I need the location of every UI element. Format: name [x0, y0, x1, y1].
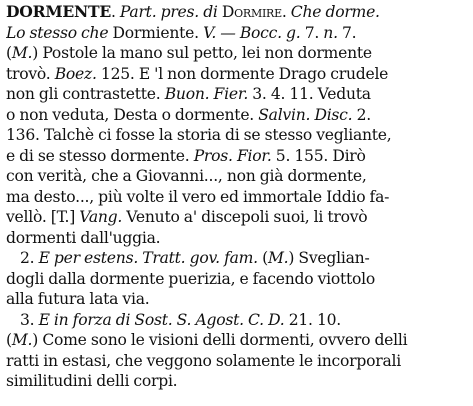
text-run: 125. E 'l non dormente Drago crudele — [96, 64, 389, 83]
entry-line-12 — [6, 228, 467, 249]
text-run: 136. Talchè ci fosse la storia di se stesso vegliante, — [6, 126, 392, 144]
text-run: o non veduta, Desta o dormente. — [6, 105, 259, 124]
text-run: ( — [6, 44, 12, 62]
entry-line-3 — [6, 43, 467, 64]
text-run: dormenti dall'uggia. — [6, 228, 161, 247]
text-run: Pros. Fior. — [193, 146, 272, 165]
text-run: similitudini delli corpi. — [6, 372, 178, 390]
text-run: 3. — [20, 310, 39, 329]
text-run: 7. — [300, 23, 324, 42]
text-run: E per estens. Tratt. gov. fam. — [38, 249, 258, 267]
text-run: 2. — [20, 249, 39, 267]
text-run: non gli contrastette. — [6, 85, 165, 103]
text-run: 3. 4. 11. Veduta — [248, 85, 371, 103]
text-run: . — [110, 3, 120, 21]
text-run: e di se stesso dormente. — [6, 146, 194, 165]
entry-line-5 — [6, 84, 467, 105]
text-run: alla futura lata via. — [6, 290, 150, 308]
text-run: n. — [323, 23, 338, 42]
text-run: Lo stesso che — [6, 23, 109, 42]
text-run: Venuto a' discepoli suoi, li trovò — [122, 208, 368, 226]
text-run: trovò. — [6, 64, 55, 83]
entry-line-6 — [6, 105, 467, 126]
entry-line-4 — [6, 64, 467, 85]
text-run: Dormiente. — [108, 23, 204, 42]
text-run: ) Sveglian- — [288, 249, 370, 267]
text-run: 21. 10. — [284, 310, 341, 329]
text-run: Buon. Fier. — [164, 85, 249, 103]
entry-line-9 — [6, 166, 467, 187]
text-run: Salvin. Disc. — [258, 105, 353, 124]
entry-line-7 — [6, 125, 467, 146]
text-run: Part. pres. di — [119, 3, 218, 21]
text-run: Vang. — [79, 208, 123, 226]
entry-line-8 — [6, 146, 467, 167]
text-run: E in forza di Sost. S. Agost. C. D. — [38, 310, 285, 329]
entry-line-10 — [6, 187, 467, 208]
text-run: vellò. [T.] — [6, 208, 80, 226]
entry-line-2 — [6, 23, 467, 44]
text-run: Dormire — [221, 3, 282, 21]
sense-3-line-3 — [6, 351, 467, 372]
text-run: ( — [6, 331, 12, 349]
sense-2-line-3 — [6, 289, 467, 310]
text-run: ) Come sono le visioni delli dormenti, ovvero delli — [32, 331, 408, 349]
text-run: con verità, che a Giovanni..., non già dormente, — [6, 167, 367, 185]
text-run: . — [281, 3, 291, 21]
text-run: M. — [11, 44, 33, 62]
sense-3-line-2 — [6, 330, 467, 351]
text-run: DORMENTE — [6, 2, 111, 21]
sense-3-line-1 — [6, 310, 467, 331]
text-run: M. — [267, 249, 289, 267]
sense-3-line-4 — [6, 371, 467, 392]
text-run: 2. — [352, 105, 371, 124]
text-run: 5. 155. Dirò — [271, 146, 366, 165]
text-run: ma desto..., più volte il vero ed immortale Iddio fa- — [6, 187, 390, 206]
entry-line-1 — [6, 2, 467, 23]
text-run: 7. — [337, 23, 357, 42]
text-run: Boez. — [54, 64, 97, 83]
entry-line-11 — [6, 207, 467, 228]
sense-2-line-2 — [6, 269, 467, 290]
text-run: Che dorme. — [290, 3, 380, 21]
text-run: dogli dalla dormente puerizia, e facendo viottolo — [6, 269, 376, 288]
text-run: ( — [257, 249, 268, 267]
sense-2-line-1 — [6, 248, 467, 269]
text-run: V. — Bocc. g. — [203, 23, 301, 42]
text-run: M. — [11, 331, 33, 349]
text-run: ) Postole la mano sul petto, lei non dormente — [32, 44, 372, 62]
text-run: ratti in estasi, che veggono solamente le incorporali — [6, 351, 401, 370]
